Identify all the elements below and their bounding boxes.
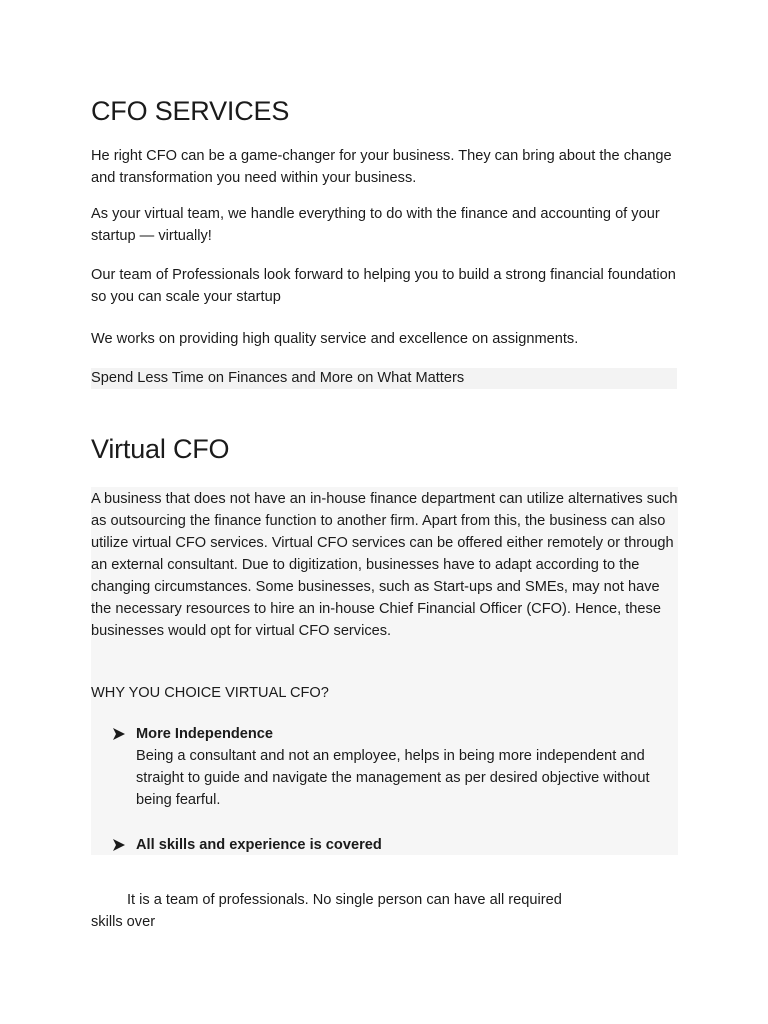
virtual-cfo-heading: Virtual CFO: [91, 434, 230, 464]
bullet-title: All skills and experience is covered: [136, 837, 382, 853]
closing-text: It is a team of professionals. No single person can have all required skills over: [91, 891, 562, 930]
cfo-services-heading: CFO SERVICES: [91, 96, 290, 126]
quality-paragraph: We works on providing high quality service and excellence on assignments.: [91, 331, 579, 347]
virtual-team-paragraph: As your virtual team, we handle everything to do with the finance and accounting of your startup — virtually!: [91, 206, 660, 244]
virtual-cfo-intro: A business that does not have an in-house finance department can utilize alternatives such as outsourcing the finance function to another firm. Apart from this, the business can also utilize virtual CFO services. Virtual CFO services can be offered either remotely or through an external consultant. Due to digitization, businesses have to adapt according to the changing circumstances. Some businesses, such as Start-ups and SMEs, may not have the necessary resources to hire an in-house Chief Financial Officer (CFO). Hence, these businesses would opt for virtual CFO services.: [91, 491, 678, 639]
arrowhead-bullet-icon: [112, 727, 126, 741]
closing-paragraph: [91, 889, 571, 933]
professionals-paragraph: Our team of Professionals look forward to helping you to build a strong financial foundation so you can scale your startup: [91, 267, 676, 305]
why-choice-question: WHY YOU CHOICE VIRTUAL CFO?: [91, 685, 329, 701]
intro-paragraph: He right CFO can be a game-changer for your business. They can bring about the change and transformation you need within your business.: [91, 148, 672, 186]
bullet-body: Being a consultant and not an employee, helps in being more independent and straight to guide and navigate the management as per desired objective without being fearful.: [136, 748, 650, 808]
bullet-title: More Independence: [136, 726, 274, 742]
arrowhead-bullet-icon: [112, 838, 126, 852]
tagline-highlight: Spend Less Time on Finances and More on What Matters: [91, 368, 677, 389]
